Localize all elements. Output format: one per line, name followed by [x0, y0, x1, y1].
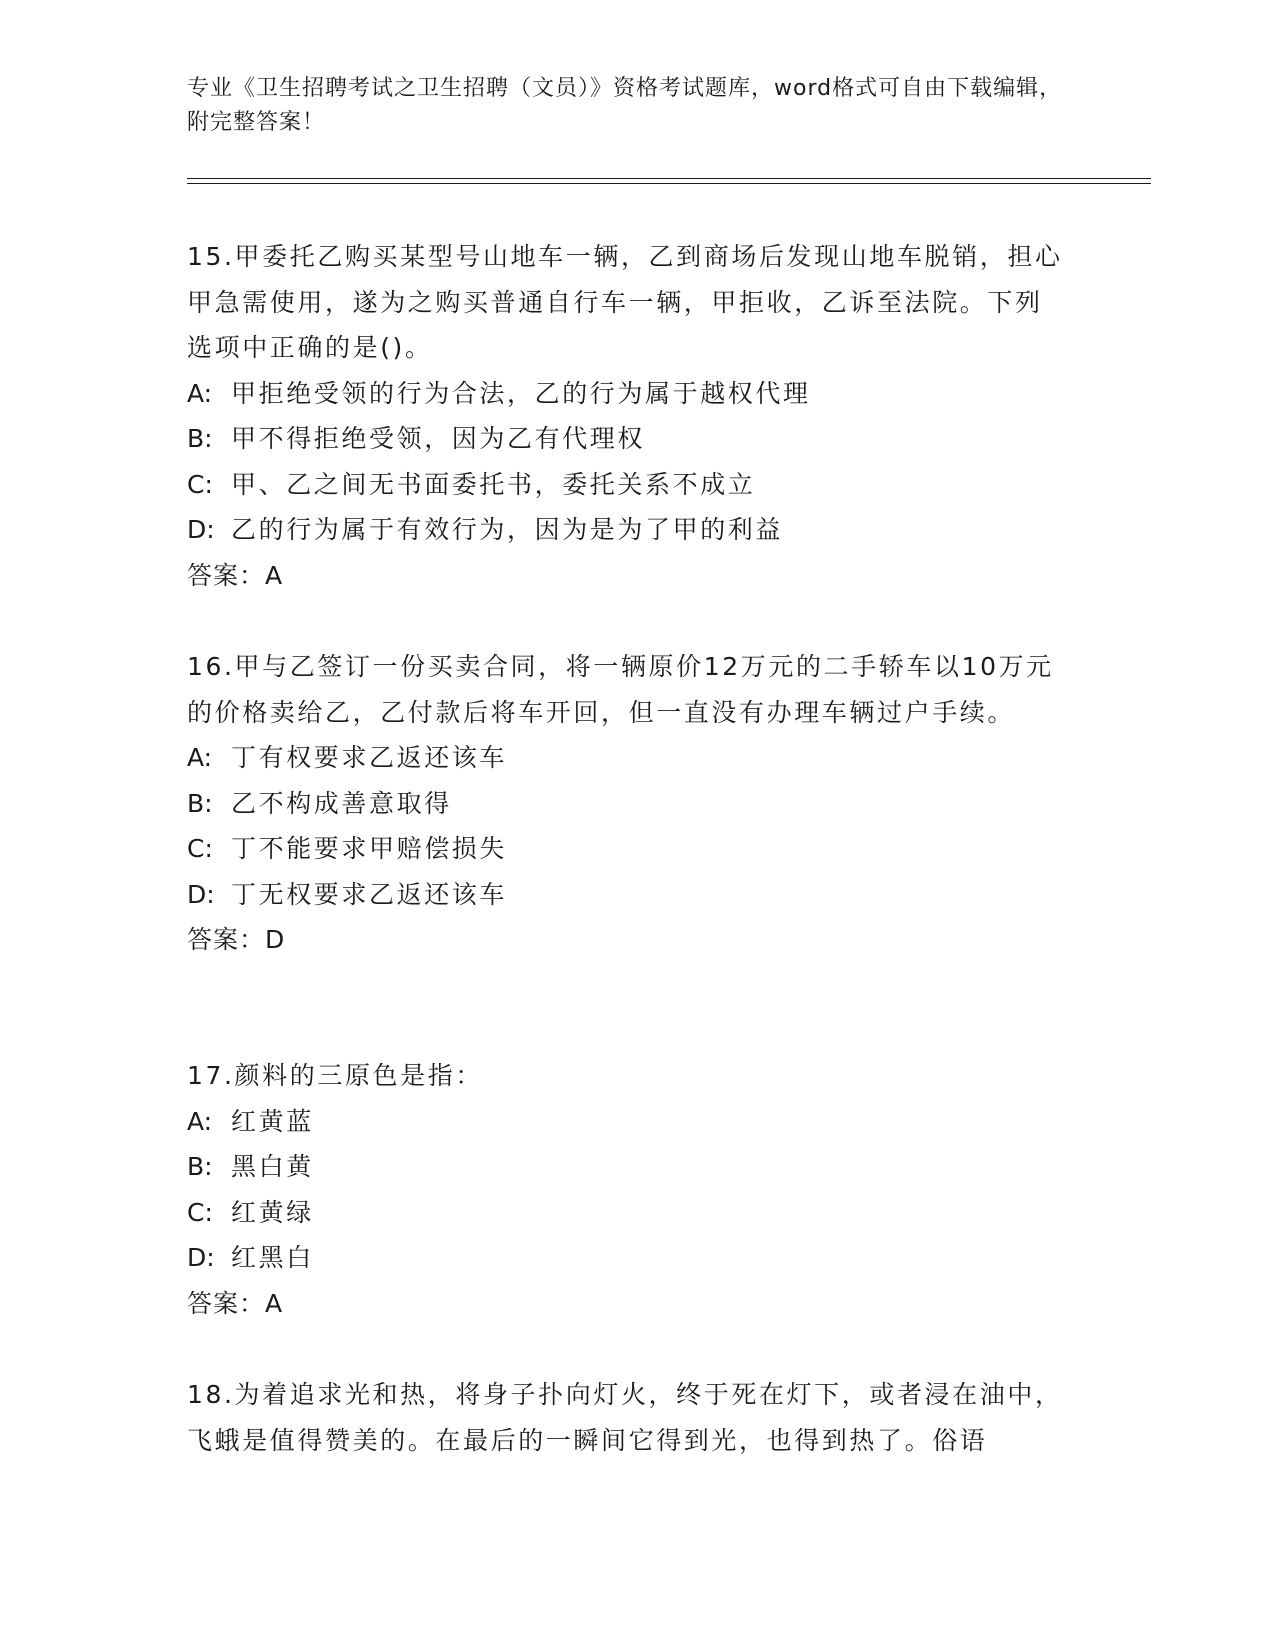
option-a — [187, 735, 1067, 781]
question-18 — [187, 1372, 1067, 1463]
document-header — [187, 72, 1067, 140]
option-b — [187, 1144, 1067, 1190]
option-letter: A: — [187, 378, 213, 408]
option-a — [187, 1099, 1067, 1145]
option-letter: D: — [187, 1243, 215, 1272]
option-b — [187, 416, 1067, 462]
option-c — [187, 462, 1067, 508]
option-text: 甲、乙之间无书面委托书，委托关系不成立 — [231, 469, 756, 499]
question-stem: 16.甲与乙签订一份买卖合同，将一辆原价12万元的二手轿车以10万元的价格卖给乙，乙付款后将车开回，但一直没有办理车辆过户手续。 — [187, 652, 1054, 727]
option-c — [187, 1190, 1067, 1236]
option-letter: C: — [187, 1197, 213, 1227]
option-text: 乙不构成善意取得 — [231, 788, 452, 818]
question-16 — [187, 644, 1067, 963]
option-text: 乙的行为属于有效行为，因为是为了甲的利益 — [231, 515, 784, 544]
option-letter: C: — [187, 469, 213, 499]
option-text: 丁有权要求乙返还该车 — [231, 743, 508, 772]
option-letter: A: — [187, 743, 213, 772]
question-15 — [187, 234, 1067, 598]
question-stem: 17.颜料的三原色是指： — [187, 1061, 483, 1090]
option-text: 丁不能要求甲赔偿损失 — [231, 834, 508, 863]
option-letter: D: — [187, 515, 215, 544]
option-text: 红黑白 — [231, 1243, 314, 1272]
question-stem: 15.甲委托乙购买某型号山地车一辆，乙到商场后发现山地车脱销，担心甲急需使用，遂为之购买普通自行车一辆，甲拒收，乙诉至法院。下列选项中正确的是()。 — [187, 242, 1063, 362]
option-text: 红黄绿 — [231, 1197, 314, 1227]
option-d — [187, 507, 1067, 553]
option-d — [187, 1235, 1067, 1281]
header-intro-text: 专业《卫生招聘考试之卫生招聘（文员）》资格考试题库，word格式可自由下载编辑，附完整答案！ — [187, 76, 1063, 135]
question-stem: 18.为着追求光和热，将身子扑向灯火，终于死在灯下，或者浸在油中，飞蛾是值得赞美的。在最后的一瞬间它得到光，也得到热了。俗语 — [187, 1380, 1063, 1455]
question-17 — [187, 1053, 1067, 1326]
option-text: 丁无权要求乙返还该车 — [231, 879, 508, 909]
answer-line: 答案：A — [187, 560, 284, 590]
option-text: 红黄蓝 — [231, 1106, 314, 1136]
option-b — [187, 781, 1067, 827]
option-letter: A: — [187, 1106, 213, 1136]
answer-line: 答案：A — [187, 1288, 284, 1318]
answer-line: 答案：D — [187, 925, 286, 954]
option-text: 甲不得拒绝受领，因为乙有代理权 — [231, 424, 646, 453]
header-divider-bottom — [187, 183, 1151, 184]
header-divider-top — [187, 178, 1151, 179]
option-text: 黑白黄 — [231, 1152, 314, 1181]
option-a — [187, 371, 1067, 417]
option-letter: C: — [187, 834, 213, 863]
option-letter: B: — [187, 788, 213, 818]
option-letter: B: — [187, 424, 213, 453]
option-c — [187, 826, 1067, 872]
option-text: 甲拒绝受领的行为合法，乙的行为属于越权代理 — [231, 378, 811, 408]
option-d — [187, 872, 1067, 918]
option-letter: D: — [187, 879, 215, 909]
option-letter: B: — [187, 1152, 213, 1181]
